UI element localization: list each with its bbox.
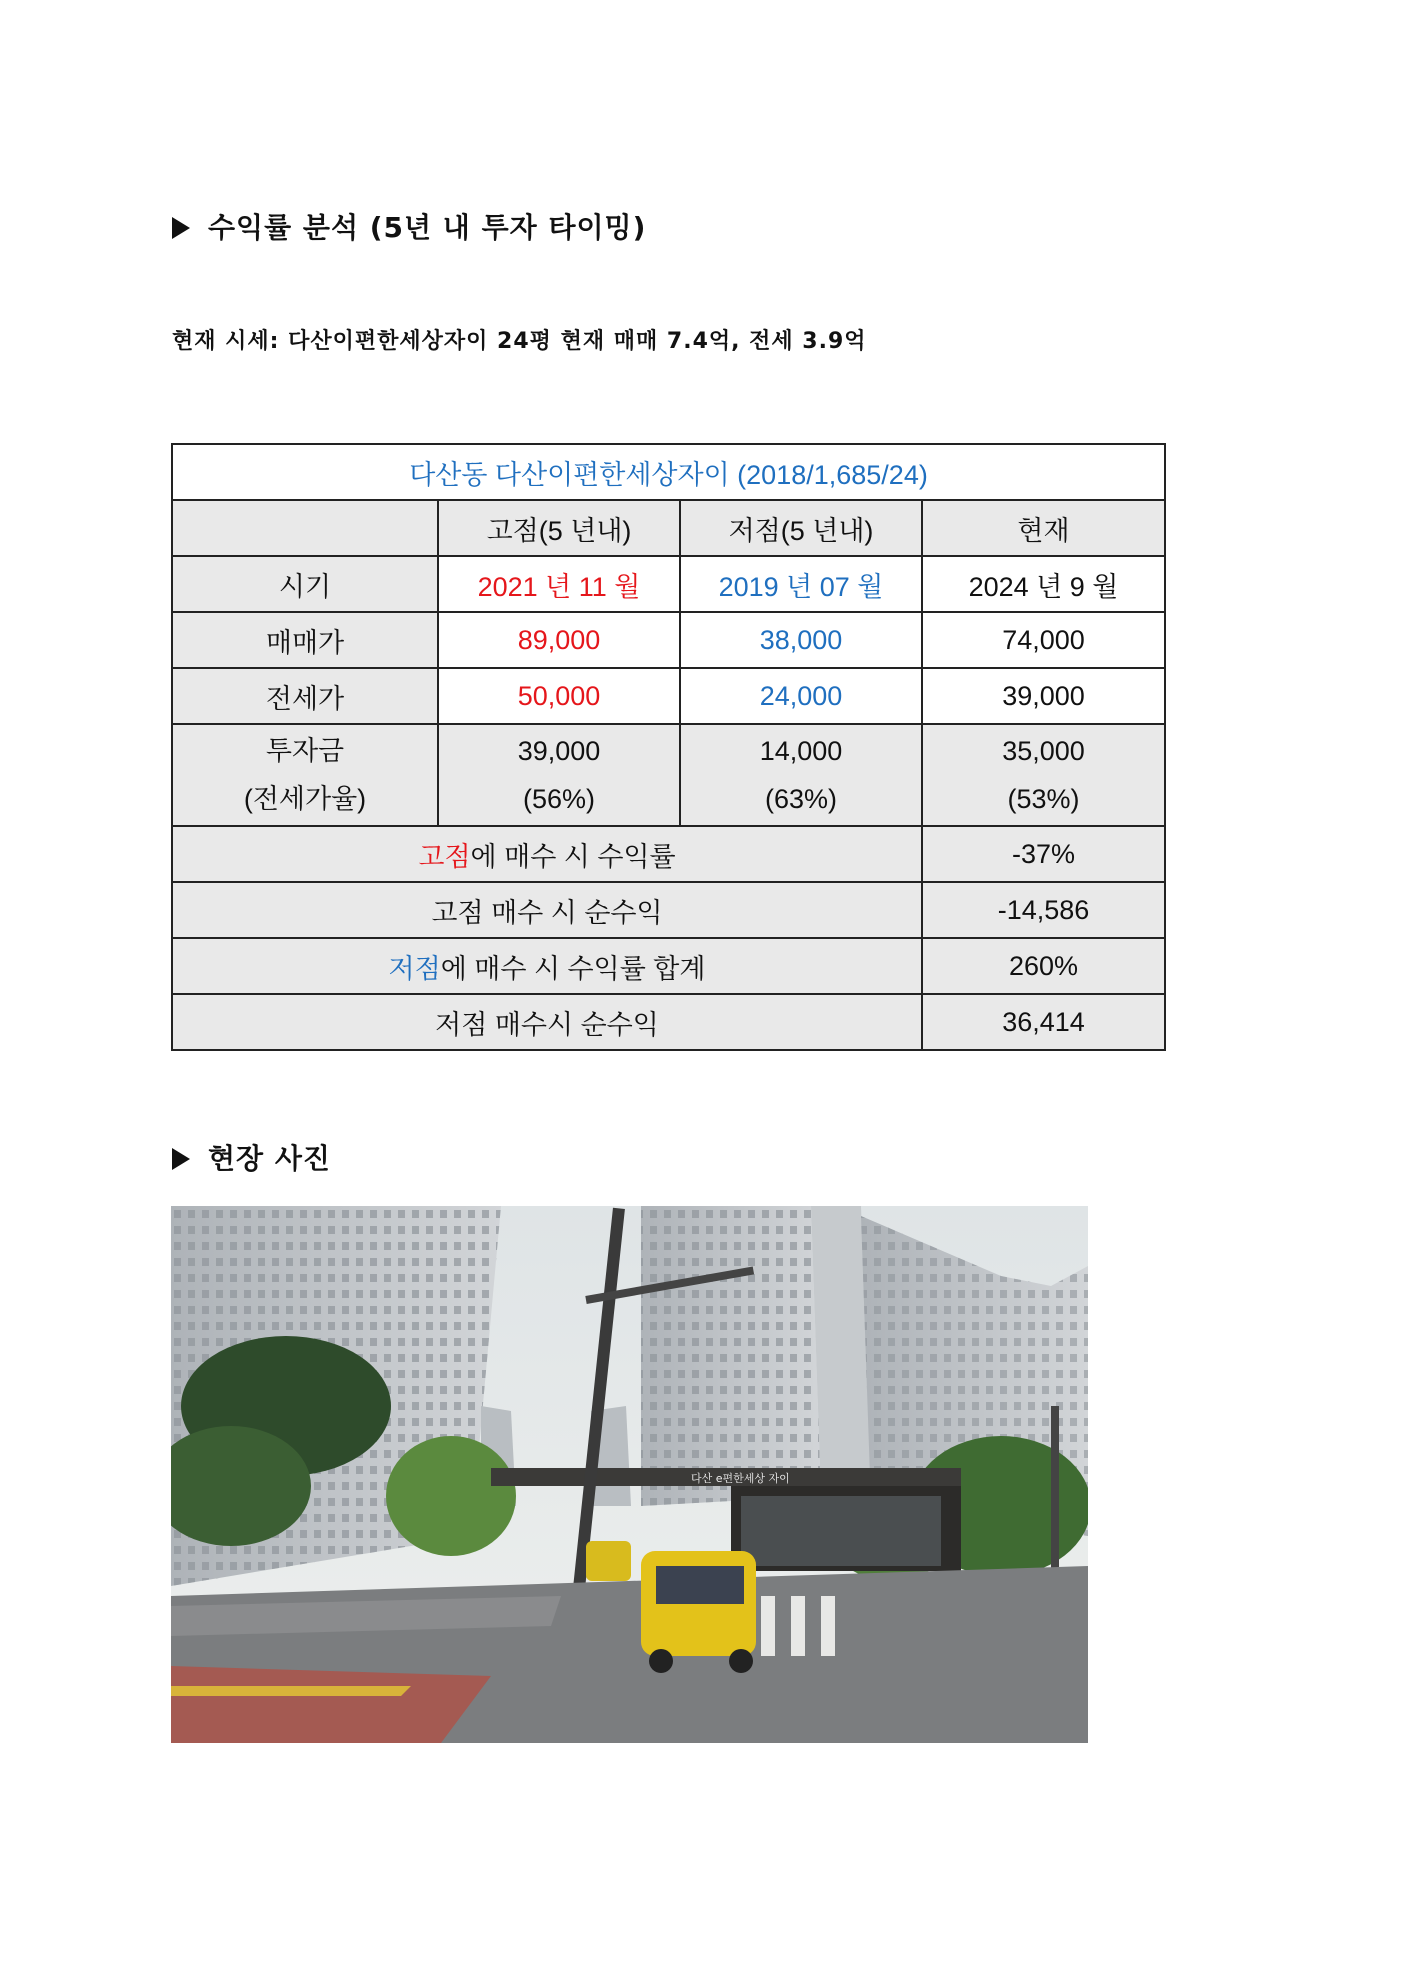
high-return-text: 에 매수 시 수익률 (470, 841, 676, 872)
jeonse-now: 39,000 (922, 668, 1165, 724)
invest-label: 투자금 (265, 736, 345, 766)
low-return-label (172, 938, 922, 994)
invest-low: 14,000 (759, 736, 843, 766)
period-high: 2021 년 11 월 (438, 556, 680, 612)
low-return-value: 260% (922, 938, 1165, 994)
triangle-bullet-icon (172, 217, 190, 239)
invest-low-cell (680, 724, 922, 826)
row-label-invest (172, 724, 438, 826)
return-analysis-table (171, 443, 1166, 1051)
invest-high-cell (438, 724, 680, 826)
table-title: 다산동 다산이편한세상자이 (2018/1,685/24) (172, 444, 1165, 500)
period-low: 2019 년 07 월 (680, 556, 922, 612)
low-profit-label: 저점 매수시 순수익 (172, 994, 922, 1050)
section-title: 수익률 분석 (5년 내 투자 타이밍) (208, 211, 647, 244)
invest-now: 35,000 (1002, 736, 1085, 766)
header-high: 고점(5 년내) (438, 500, 680, 556)
invest-now-ratio: (53%) (1007, 784, 1080, 814)
triangle-bullet-icon (172, 1148, 190, 1170)
low-profit-value: 36,414 (922, 994, 1165, 1050)
invest-ratio-label: (전세가율) (243, 784, 367, 814)
jeonse-low: 24,000 (680, 668, 922, 724)
site-photo (171, 1206, 1088, 1743)
invest-high-ratio: (56%) (522, 784, 596, 814)
high-profit-value: -14,586 (922, 882, 1165, 938)
header-now: 현재 (922, 500, 1165, 556)
period-now: 2024 년 9 월 (922, 556, 1165, 612)
header-low: 저점(5 년내) (680, 500, 922, 556)
invest-low-ratio: (63%) (764, 784, 838, 814)
high-return-value: -37% (922, 826, 1165, 882)
row-label-sale: 매매가 (172, 612, 438, 668)
header-empty-cell (172, 500, 438, 556)
row-label-jeonse: 전세가 (172, 668, 438, 724)
low-return-text: 에 매수 시 수익률 합계 (440, 953, 706, 984)
sale-now: 74,000 (922, 612, 1165, 668)
jeonse-high: 50,000 (438, 668, 680, 724)
high-profit-label: 고점 매수 시 순수익 (172, 882, 922, 938)
high-return-label (172, 826, 922, 882)
invest-high: 39,000 (517, 736, 601, 766)
sale-high: 89,000 (438, 612, 680, 668)
section-title: 현장 사진 (208, 1142, 331, 1175)
low-word: 저점 (388, 953, 441, 984)
gate-sign: 다산 e편한세상 자이 (691, 1472, 790, 1485)
row-label-period: 시기 (172, 556, 438, 612)
section-heading-analysis (172, 206, 646, 246)
current-price-text: 현재 시세: 다산이편한세상자이 24평 현재 매매 7.4억, 전세 3.9억 (172, 329, 867, 354)
high-word: 고점 (418, 841, 471, 872)
sale-low: 38,000 (680, 612, 922, 668)
invest-now-cell (922, 724, 1165, 826)
section-heading-photos (172, 1137, 331, 1177)
